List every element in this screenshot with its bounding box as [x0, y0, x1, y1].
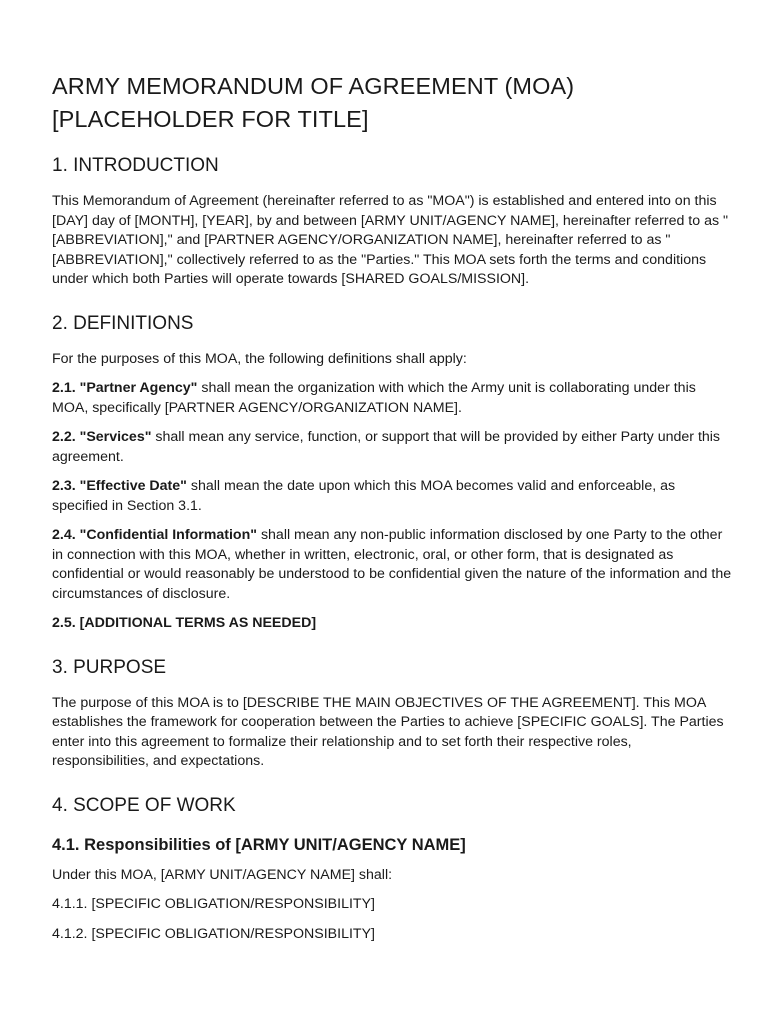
- definition-additional: [52, 614, 732, 634]
- definition-additional-text: 2.5. [ADDITIONAL TERMS AS NEEDED]: [52, 615, 317, 631]
- purpose-heading: 3. PURPOSE: [52, 656, 167, 678]
- definition-term: 2.1. "Partner Agency": [52, 380, 198, 396]
- section-scope: [52, 794, 732, 945]
- scope-item: 4.1.1. [SPECIFIC OBLIGATION/RESPONSIBILITY]: [52, 896, 375, 912]
- section-introduction: [52, 154, 732, 290]
- introduction-paragraph: This Memorandum of Agreement (hereinafter referred to as "MOA") is established and entered into on this [DAY] day of [MONTH], [YEAR], by and between [ARMY UNIT/AGENCY NAME], hereinafter referred to as "[ABBREVIATION]," and [PARTNER AGENCY/ORGANIZATION NAME], hereinafter referred to as "[ABBREVIATION]," collectively referred to as the "Parties." This MOA sets forth the terms and conditions under which both Parties will operate towards [SHARED GOALS/MISSION].: [52, 193, 729, 287]
- document-title: [52, 70, 732, 136]
- scope-heading: 4. SCOPE OF WORK: [52, 794, 236, 816]
- definition-text: shall mean the date upon which this MOA becomes valid and enforceable, as specified in Section 3.1.: [52, 478, 676, 514]
- definitions-intro: For the purposes of this MOA, the following definitions shall apply:: [52, 350, 467, 367]
- section-purpose: [52, 656, 732, 772]
- section-definitions: [52, 312, 732, 634]
- document-page: [52, 70, 732, 954]
- definition-text: shall mean any service, function, or support that will be provided by either Party under this agreement.: [52, 429, 721, 465]
- scope-intro: Under this MOA, [ARMY UNIT/AGENCY NAME] shall:: [52, 866, 393, 883]
- definition-item: [52, 379, 732, 418]
- definition-item: [52, 428, 732, 467]
- definition-term: 2.2. "Services": [52, 429, 152, 445]
- definition-item: [52, 477, 732, 516]
- document-title-line2: [PLACEHOLDER FOR TITLE]: [52, 106, 369, 132]
- scope-subheading: 4.1. Responsibilities of [ARMY UNIT/AGENCY NAME]: [52, 835, 466, 854]
- scope-item: 4.1.2. [SPECIFIC OBLIGATION/RESPONSIBILITY]: [52, 925, 375, 942]
- introduction-heading: 1. INTRODUCTION: [52, 155, 219, 176]
- definition-text: shall mean the organization with which the Army unit is collaborating under this MOA, specifically [PARTNER AGENCY/ORGANIZATION NAME].: [52, 380, 696, 416]
- definition-item: [52, 526, 732, 604]
- definitions-heading: 2. DEFINITIONS: [52, 312, 194, 334]
- definition-term: 2.3. "Effective Date": [52, 478, 187, 494]
- document-title-line1: ARMY MEMORANDUM OF AGREEMENT (MOA): [52, 73, 575, 99]
- definition-term: 2.4. "Confidential Information": [52, 527, 257, 543]
- purpose-paragraph: The purpose of this MOA is to [DESCRIBE THE MAIN OBJECTIVES OF THE AGREEMENT]. This MOA establishes the framework for cooperation between the Parties to achieve [SPECIFIC GOALS]. The Parties enter into this agreement to formalize their relationship and to set forth their respective roles, responsibilities, and expectations.: [52, 694, 724, 769]
- definition-text: shall mean any non-public information disclosed by one Party to the other in connection with this MOA, whether in written, electronic, oral, or other form, that is designated as confidential or would reasonably be understood to be confidential given the nature of the information and the circumstances of disclosure.: [52, 527, 732, 602]
